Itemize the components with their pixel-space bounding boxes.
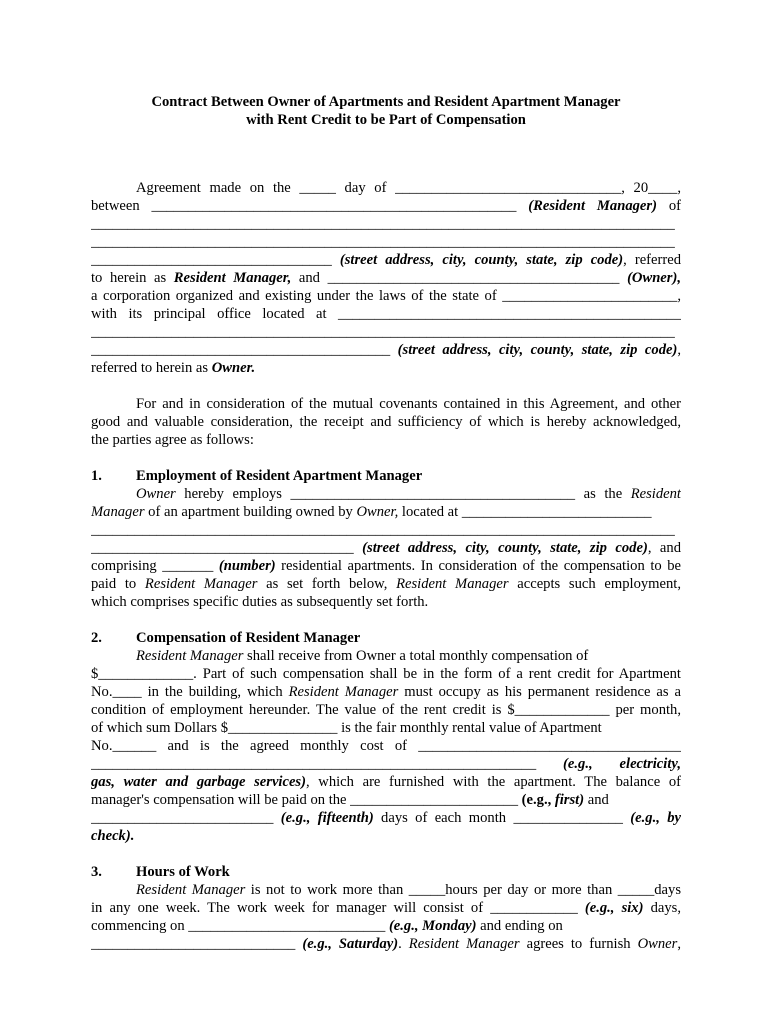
intro-line: ________________________________________________________________________________	[91, 234, 675, 250]
intro-paragraph	[91, 179, 681, 377]
intro-line: referred to herein as Owner.	[91, 360, 256, 376]
intro-line: _________________________________________ (street address, city, county, state, zip code),	[91, 342, 681, 358]
consideration-line: For and in consideration of the mutual covenants contained in this Agreement, and other	[136, 396, 681, 412]
section-3-line: in any one week. The work week for manager will consist of ____________ (e.g., six) days,	[91, 900, 681, 916]
consideration-line: the parties agree as follows:	[91, 432, 254, 448]
section-1-line: ________________________________________________________________________________	[91, 522, 675, 538]
section-1-heading: 1. Employment of Resident Apartment Manager	[91, 468, 423, 484]
intro-line: to herein as Resident Manager, and ________________________________________ (Owner),	[91, 270, 681, 286]
section-2-line: of which sum Dollars $_______________ is the fair monthly rental value of Apartment	[91, 720, 602, 736]
section-3-line: ____________________________ (e.g., Saturday). Resident Manager agrees to furnish Owner,	[91, 936, 681, 952]
title-line-1: Contract Between Owner of Apartments and Resident Apartment Manager	[151, 94, 621, 110]
section-1	[91, 467, 681, 611]
section-2-line: check).	[91, 828, 135, 844]
section-1-line: ____________________________________ (street address, city, county, state, zip code), and	[91, 540, 681, 556]
section-1-line: paid to Resident Manager as set forth below, Resident Manager accepts such employment,	[91, 576, 681, 592]
document-page	[91, 93, 681, 953]
section-2-line: $_____________. Part of such compensation shall be in the form of a rent credit for Apartment	[91, 666, 681, 682]
section-3-heading: 3. Hours of Work	[91, 864, 230, 880]
consideration-paragraph	[91, 395, 681, 449]
intro-line: Agreement made on the _____ day of _______________________________, 20____,	[136, 180, 681, 196]
intro-line: with its principal office located at _______________________________________________	[91, 306, 681, 322]
section-2-line: No.______ and is the agreed monthly cost of ____________________________________	[91, 738, 681, 754]
title-line-2: with Rent Credit to be Part of Compensation	[246, 112, 526, 128]
section-3	[91, 863, 681, 953]
section-2-line: condition of employment hereunder. The value of the rent credit is $_____________ per month,	[91, 702, 681, 718]
intro-line: ________________________________________________________________________________	[91, 324, 675, 340]
section-1-line: comprising _______ (number) residential apartments. In consideration of the compensation to be	[91, 558, 681, 574]
consideration-line: good and valuable consideration, the receipt and sufficiency of which is hereby acknowledged,	[91, 414, 681, 430]
section-3-line: commencing on ___________________________ (e.g., Monday) and ending on	[91, 918, 563, 934]
section-1-line: Owner hereby employs _______________________________________ as the Resident	[136, 486, 681, 502]
intro-line: between __________________________________________________ (Resident Manager) of	[91, 198, 681, 214]
document-title	[91, 93, 681, 129]
section-2-line: gas, water and garbage services), which are furnished with the apartment. The balance of	[91, 774, 681, 790]
intro-line: a corporation organized and existing under the laws of the state of ________________________,	[91, 288, 681, 304]
section-2-heading: 2. Compensation of Resident Manager	[91, 630, 361, 646]
section-3-line: Resident Manager is not to work more than _____hours per day or more than _____days	[136, 882, 681, 898]
section-1-line: which comprises specific duties as subsequently set forth.	[91, 594, 429, 610]
section-2-line: _____________________________________________________________ (e.g., electricity,	[91, 756, 681, 772]
intro-line: _________________________________ (street address, city, county, state, zip code), referred	[91, 252, 681, 268]
section-2-line: No.____ in the building, which Resident Manager must occupy as his permanent residence as a	[91, 684, 681, 700]
intro-line: ________________________________________________________________________________	[91, 216, 675, 232]
section-2	[91, 629, 681, 845]
section-2-line: manager's compensation will be paid on the _______________________ (e.g., first) and	[91, 792, 609, 808]
section-2-line: _________________________ (e.g., fifteenth) days of each month _______________ (e.g., by	[91, 810, 681, 826]
section-1-line: Manager of an apartment building owned by Owner, located at __________________________	[91, 504, 652, 520]
section-2-line: Resident Manager shall receive from Owner a total monthly compensation of	[136, 648, 589, 664]
